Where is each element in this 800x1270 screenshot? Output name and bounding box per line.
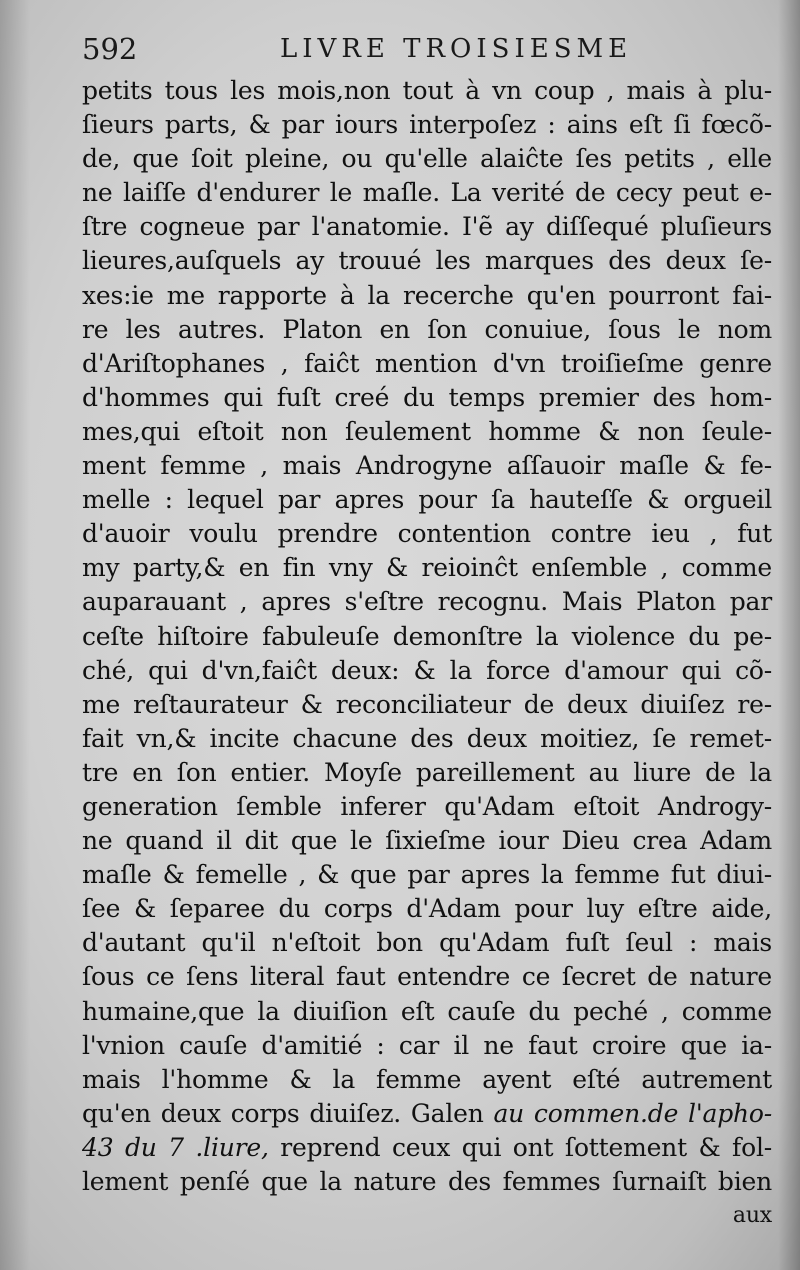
text-line: l'vnion cauſe d'amitié : car il ne faut croire que ia- <box>82 1030 772 1060</box>
text-line: humaine,que la diuiſion eſt cauſe du peché , comme <box>82 996 772 1026</box>
text-line: d'auoir voulu prendre contention contre ieu , fut <box>82 519 772 549</box>
body-text <box>82 74 772 1233</box>
text-line: mais l'homme & la femme ayent eſté autrement <box>82 1064 772 1094</box>
text-line: d'hommes qui fuſt creé du temps premier des hom- <box>82 382 772 412</box>
running-head: LIVRE TROISIESME <box>280 34 633 64</box>
text-line: lieures,auſquels ay trouué les marques des deux ſe- <box>82 246 772 276</box>
catchword: aux <box>732 1203 772 1229</box>
text-line: my party,& en fin vny & reioinĉt enſemble , comme <box>82 553 772 583</box>
text-line: ſtre cogneue par l'anatomie. I'ẽ ay diſſequé pluſieurs <box>82 212 772 242</box>
page-number: 592 <box>82 32 138 66</box>
text-line: maſle & femelle , & que par apres la femme fut diui- <box>82 860 772 890</box>
text-line: d'autant qu'il n'eſtoit bon qu'Adam fuſt ſeul : mais <box>82 928 772 958</box>
text-line: ſee & ſeparee du corps d'Adam pour luy eſtre aide, <box>82 894 772 924</box>
text-line: ſous ce ſens literal faut entendre ce ſecret de nature <box>82 962 772 992</box>
text-segment: qu'en deux corps diuiſez. Galen <box>82 1098 484 1128</box>
text-segment: reprend ceux qui ont ſottement & fol- <box>268 1132 772 1162</box>
citation-reference: au commen.de l'apho- <box>493 1098 773 1128</box>
text-line: mes,qui eſtoit non ſeulement homme & non ſeule- <box>82 416 772 446</box>
text-line: ne quand il dit que le ſixieſme iour Dieu crea Adam <box>82 826 772 856</box>
text-line: de, que ſoit pleine, ou qu'elle alaiĉte ſes petits , elle <box>82 144 772 174</box>
citation-reference: 43 du 7 .liure, <box>82 1132 269 1162</box>
text-line: generation ſemble inferer qu'Adam eſtoit Androgy- <box>82 791 772 821</box>
text-line: d'Ariſtophanes , faiĉt mention d'vn troiſieſme genre <box>82 348 772 378</box>
text-line: ché, qui d'vn,faiĉt deux: & la force d'amour qui cõ- <box>82 655 772 685</box>
text-line: melle : lequel par apres pour ſa hauteſſe & orgueil <box>82 485 772 515</box>
text-line: ment femme , mais Androgyne aſſauoir maſle & fe- <box>82 451 772 481</box>
text-line-with-citation <box>82 1097 772 1131</box>
text-line: ſieurs parts, & par iours interpoſez : ains eſt ſi fœcõ- <box>82 110 772 140</box>
text-line: ceſte hiſtoire fabuleuſe demonſtre la violence du pe- <box>82 621 772 651</box>
text-line: tre en ſon entier. Moyſe pareillement au liure de la <box>82 757 772 787</box>
text-line: ne laiſſe d'endurer le maſle. La verité de cecy peut e- <box>82 178 772 208</box>
text-line: re les autres. Platon en ſon conuiue, ſous le nom <box>82 314 772 344</box>
text-line: auparauant , apres s'eſtre recognu. Mais Platon par <box>82 587 772 617</box>
text-line: lement penſé que la nature des femmes ſurnaiſt bien <box>82 1167 772 1196</box>
text-line: me reſtaurateur & reconciliateur de deux diuiſez re- <box>82 689 772 719</box>
text-line-with-citation <box>82 1131 772 1165</box>
page-header <box>82 30 772 70</box>
text-line: xes:ie me rapporte à la recerche qu'en pourront fai- <box>82 280 772 310</box>
text-line: fait vn,& incite chacune des deux moitiez, ſe remet- <box>82 723 772 753</box>
text-line: petits tous les mois,non tout à vn coup , mais à plu- <box>82 76 772 105</box>
